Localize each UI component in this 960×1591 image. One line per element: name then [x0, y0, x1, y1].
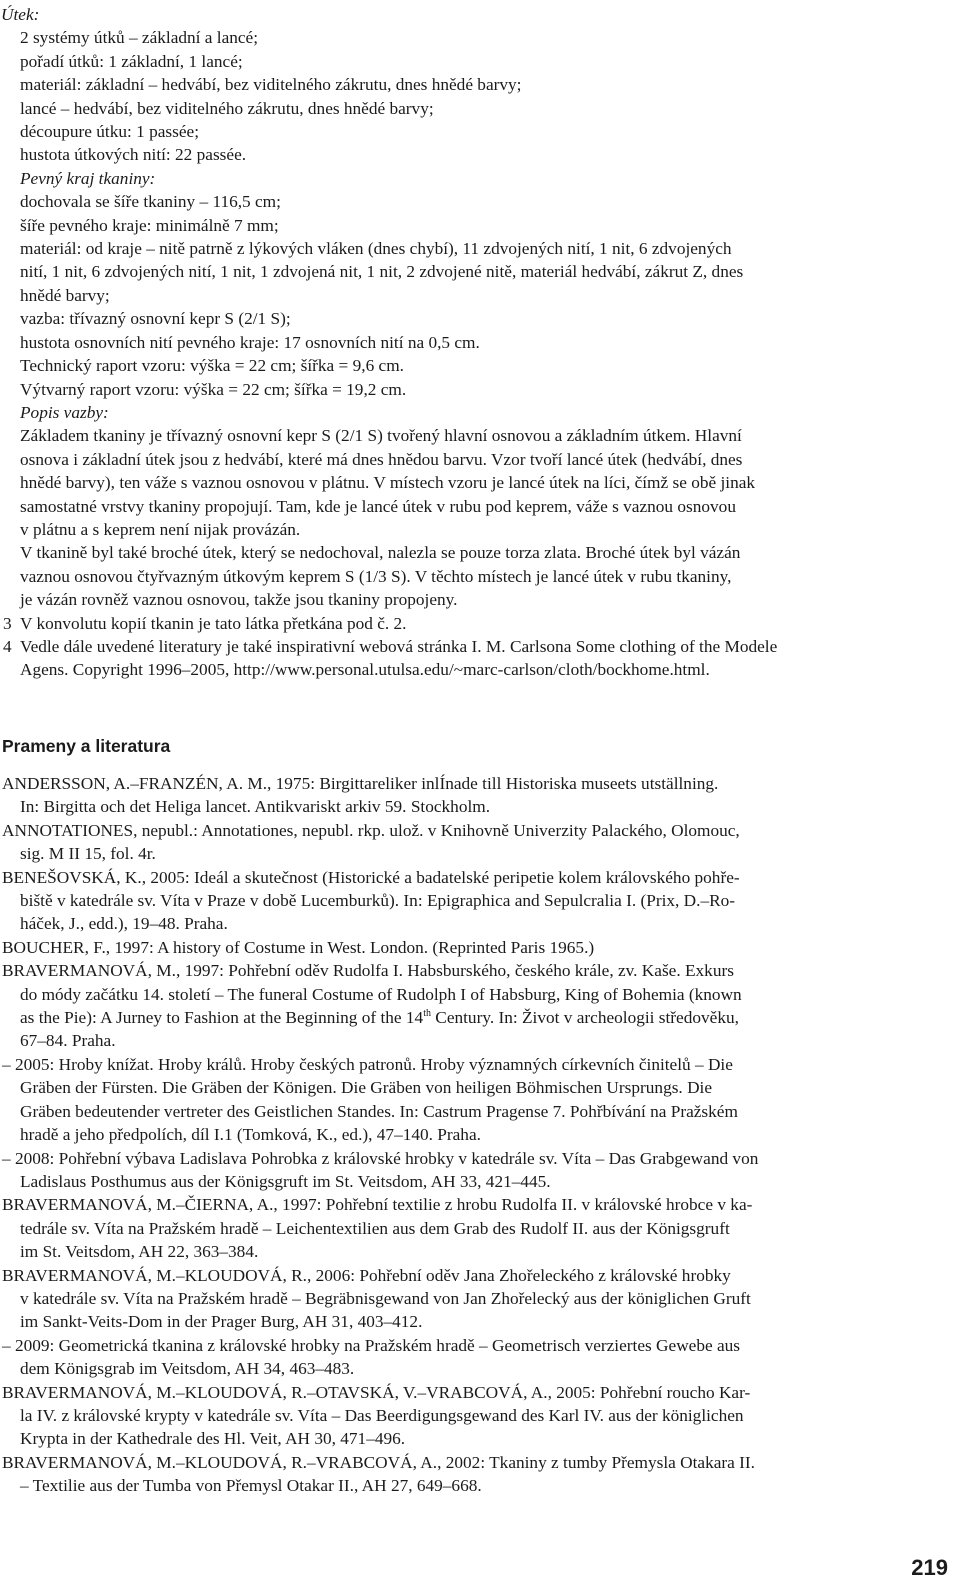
reference-line: Gräben bedeutender vertreter des Geistlichen Standes. In: Castrum Pragense 7. Pohřbívání na Pražském	[20, 1101, 738, 1121]
reference-line: tedrále sv. Víta na Pražském hradě – Leichentextilien aus dem Grab des Rudolf II. aus der Königsgruft	[20, 1218, 730, 1238]
footnote-line: Vedle dále uvedené literatury je také inspirativní webová stránka I. M. Carlsona Some clothing of the Modele	[20, 636, 778, 656]
section-label: Útek:	[1, 5, 40, 24]
reference-entry	[2, 772, 954, 819]
note-line: hustota osnovních nití pevného kraje: 17 osnovních nití na 0,5 cm.	[20, 332, 480, 352]
reference-line: BRAVERMANOVÁ, M.–KLOUDOVÁ, R.–OTAVSKÁ, V.–VRABCOVÁ, A., 2005: Pohřební roucho Kar-	[2, 1382, 751, 1402]
note-line: materiál: základní – hedvábí, bez viditelného zákrutu, dnes hnědé barvy;	[20, 75, 522, 95]
reference-entry	[2, 866, 954, 936]
note-line: v plátnu a s keprem není nijak provázán.	[20, 519, 301, 539]
reference-line: – 2005: Hroby knížat. Hroby králů. Hroby českých patronů. Hroby významných církevních činitelů – Die	[2, 1054, 733, 1074]
reference-entry	[2, 1193, 954, 1263]
references-list	[2, 772, 954, 1498]
note-line: lancé – hedvábí, bez viditelného zákrutu, dnes hnědé barvy;	[20, 98, 434, 118]
note-line: je vázán rovněž vaznou osnovou, takže jsou tkaniny propojeny.	[20, 590, 458, 610]
reference-line: im St. Veitsdom, AH 22, 363–384.	[20, 1242, 259, 1262]
footnote-line: V konvolutu kopií tkanin je tato látka přetkána pod č. 2.	[20, 613, 407, 633]
reference-line: Gräben der Fürsten. Die Gräben der Königen. Die Gräben von heiligen Böhmischen Ursprungs. Die	[20, 1078, 713, 1098]
note-line: hustota útkových nití: 22 passée.	[20, 145, 247, 165]
footnote-line: Agens. Copyright 1996–2005, http://www.personal.utulsa.edu/~marc-carlson/cloth/bockhome.html.	[20, 660, 710, 680]
reference-line: – 2009: Geometrická tkanina z královské hrobky na Pražském hradě – Geometrisch verziertes Gewebe aus	[2, 1335, 741, 1355]
reference-entry	[2, 1451, 954, 1498]
reference-entry	[2, 1147, 954, 1194]
reference-entry	[2, 1053, 954, 1147]
reference-line: – Textilie aus der Tumba von Přemysl Otakar II., AH 27, 649–668.	[20, 1476, 482, 1496]
note-line: šíře pevného kraje: minimálně 7 mm;	[20, 215, 279, 235]
note-line: samostatné vrstvy tkaniny propojují. Tam, kde je lancé útek v rubu pod keprem, váže s vaznou osnovou	[20, 496, 736, 516]
reference-line: hradě a jeho předpolích, díl I.1 (Tomková, K., ed.), 47–140. Praha.	[20, 1125, 481, 1145]
reference-line: BENEŠOVSKÁ, K., 2005: Ideál a skutečnost (Historické a badatelské peripetie kolem královského pohře-	[2, 867, 740, 887]
note-line: hnědé barvy), ten váže s vaznou osnovou v plátnu. V místech vzoru je lancé útek na líci, čímž se obě jinak	[20, 473, 756, 493]
reference-entry	[2, 819, 954, 866]
note-line: vazba: třívazný osnovní kepr S (2/1 S);	[20, 309, 291, 329]
note-line: 2 systémy útků – základní a lancé;	[20, 28, 259, 48]
footnote-number: 3	[3, 613, 12, 633]
reference-line: Ladislaus Posthumus aus der Königsgruft im St. Veitsdom, AH 33, 421–445.	[20, 1171, 551, 1191]
reference-line: as the Pie): A Jurney to Fashion at the Beginning of the 14th Century. In: Život v archeologii středověku,	[20, 1008, 739, 1028]
reference-entry	[2, 936, 954, 959]
note-line: materiál: od kraje – nitě patrně z lýkových vláken (dnes chybí), 11 zdvojených nití, 1 nit, 6 zdvojených	[20, 239, 732, 259]
reference-line: BRAVERMANOVÁ, M.–ČIERNA, A., 1997: Pohřební textilie z hrobu Rudolfa II. v královské hrobce v ka-	[2, 1195, 753, 1215]
reference-line: – 2008: Pohřební výbava Ladislava Pohrobka z královské hrobky v katedrále sv. Víta – Das Grabgewand von	[2, 1148, 759, 1168]
reference-line: v katedrále sv. Víta na Pražském hradě – Begräbnisgewand von Jan Zhořelecký aus der königlichen Gruft	[20, 1288, 751, 1308]
reference-line: BOUCHER, F., 1997: A history of Costume in West. London. (Reprinted Paris 1965.)	[2, 937, 595, 957]
reference-entry	[2, 1334, 954, 1381]
note-line: V tkanině byl také broché útek, který se nedochoval, nalezla se pouze torza zlata. Broché útek byl vázán	[20, 543, 741, 563]
references-heading: Prameny a literatura	[2, 736, 171, 756]
footnote	[0, 612, 960, 635]
reference-line: sig. M II 15, fol. 4r.	[20, 844, 156, 864]
catalogue-notes	[0, 3, 960, 682]
note-line: dochovala se šíře tkaniny – 116,5 cm;	[20, 192, 281, 212]
footnote	[0, 635, 960, 682]
note-line: vaznou osnovou čtyřvazným útkovým keprem S (1/3 S). V těchto místech je lancé útek v rubu tkaniny,	[20, 566, 732, 586]
reference-line: do módy začátku 14. století – The funeral Costume of Rudolph I of Habsburg, King of Bohemia (known	[20, 984, 742, 1004]
reference-line: la IV. z královské krypty v katedrále sv. Víta – Das Beerdigungsgewand des Karl IV. aus der königlichen	[20, 1405, 744, 1425]
reference-line: im Sankt-Veits-Dom in der Prager Burg, AH 31, 403–412.	[20, 1312, 423, 1332]
reference-line: biště v katedrále sv. Víta v Praze v době Lucemburků). In: Epigraphica and Sepulcralia I. (Prix, D.–Ro-	[20, 891, 736, 911]
note-line: Technický raport vzoru: výška = 22 cm; šířka = 9,6 cm.	[20, 356, 404, 376]
footnote-number: 4	[3, 636, 12, 656]
reference-line: BRAVERMANOVÁ, M.–KLOUDOVÁ, R., 2006: Pohřební oděv Jana Zhořeleckého z královské hrobky	[2, 1265, 731, 1285]
note-line: Základem tkaniny je třívazný osnovní kepr S (2/1 S) tvořený hlavní osnovou a základním útkem. Hlavní	[20, 426, 742, 446]
reference-entry	[2, 1381, 954, 1451]
section-label: Pevný kraj tkaniny:	[20, 168, 156, 188]
reference-line: Krypta in der Kathedrale des Hl. Veit, AH 30, 471–496.	[20, 1429, 406, 1449]
note-line: Výtvarný raport vzoru: výška = 22 cm; šířka = 19,2 cm.	[20, 379, 407, 399]
note-line: osnova i základní útek jsou z hedvábí, které má dnes hnědou barvu. Vzor tvoří lancé útek (hedvábí, dnes	[20, 449, 743, 469]
reference-line: ANNOTATIONES, nepubl.: Annotationes, nepubl. rkp. ulož. v Knihovně Univerzity Palackého, Olomouc,	[2, 820, 740, 840]
reference-entry	[2, 959, 954, 1053]
reference-line: ANDERSSON, A.–FRANZÉN, A. M., 1975: Birgittareliker inlÍnade till Historiska museets utställning.	[2, 774, 719, 793]
reference-line: dem Königsgrab im Veitsdom, AH 34, 463–483.	[20, 1359, 355, 1379]
superscript: th	[423, 1008, 431, 1020]
note-line: découpure útku: 1 passée;	[20, 122, 199, 142]
note-line: pořadí útků: 1 základní, 1 lancé;	[20, 51, 243, 71]
reference-line: 67–84. Praha.	[20, 1031, 116, 1051]
reference-entry	[2, 1264, 954, 1334]
note-line: nití, 1 nit, 6 zdvojených nití, 1 nit, 1 zdvojená nit, 1 nit, 2 zdvojené nitě, materiál hedvábí, zákrut Z, dnes	[20, 262, 744, 282]
reference-line: BRAVERMANOVÁ, M.–KLOUDOVÁ, R.–VRABCOVÁ, A., 2002: Tkaniny z tumby Přemysla Otakara II.	[2, 1452, 755, 1472]
reference-line: In: Birgitta och det Heliga lancet. Antikvariskt arkiv 59. Stockholm.	[20, 797, 491, 817]
reference-line: BRAVERMANOVÁ, M., 1997: Pohřební oděv Rudolfa I. Habsburského, českého krále, zv. Kaše. Exkurs	[2, 961, 734, 981]
reference-line: háček, J., edd.), 19–48. Praha.	[20, 914, 228, 934]
note-line: hnědé barvy;	[20, 285, 110, 305]
section-label: Popis vazby:	[20, 402, 109, 422]
page-number: 219	[911, 1555, 948, 1580]
